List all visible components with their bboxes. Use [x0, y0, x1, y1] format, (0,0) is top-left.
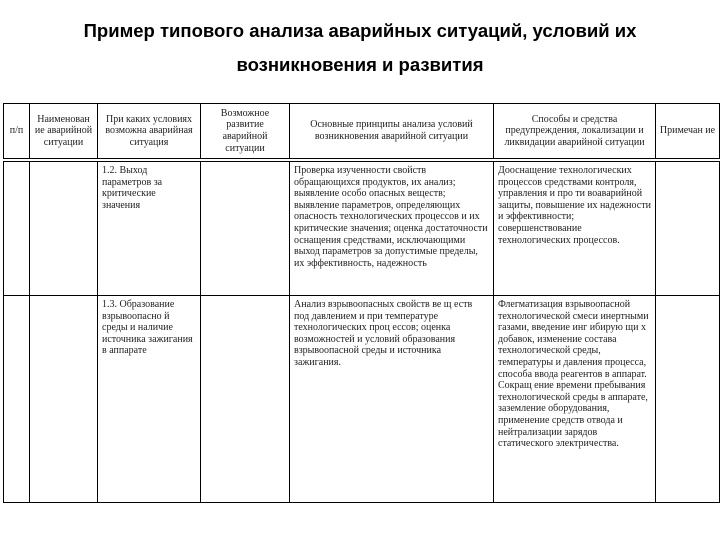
cell-name — [30, 160, 98, 296]
cell-principles: Анализ взрывоопасных свойств ве щ еств под давлением и при температуре технологических проц ессов; оценка возможностей и условий образования взрывоопасной среды и источника зажигания. — [290, 296, 494, 503]
header-conditions: При каких условиях возможна аварийная ситуация — [98, 104, 201, 161]
page-title-line-1: Пример типового анализа аварийных ситуаций, условий их — [83, 20, 637, 41]
header-number: п/п — [4, 104, 30, 161]
header-principles: Основные принципы анализа условий возникновения аварийной ситуации — [290, 104, 494, 161]
header-measures: Способы и средства предупреждения, локализации и ликвидации аварийной ситуации — [494, 104, 656, 161]
table-header-row — [4, 104, 720, 161]
cell-development — [201, 160, 290, 296]
cell-number — [4, 296, 30, 503]
cell-name — [30, 296, 98, 503]
cell-note — [656, 296, 720, 503]
header-name: Наименован ие аварийной ситуации — [30, 104, 98, 161]
cell-measures: Дооснащение технологических процессов средствами контроля, управления и про ти воаварийной защиты, повышение их надежности и эффективности; совершенствование технологических процессов. — [494, 160, 656, 296]
table-row — [4, 296, 720, 503]
analysis-table — [3, 103, 720, 503]
table-row — [4, 160, 720, 296]
cell-number — [4, 160, 30, 296]
header-note: Примечан ие — [656, 104, 720, 161]
cell-principles: Проверка изученности свойств обращающихся продуктов, их анализ; выявление особо опасных веществ; выявление параметров, определяющих опасность технологических процессов и их критические значения; оценка достаточности оснащения средствами, исключающими выход параметров за допустимые пределы, их эффективность, надежность — [290, 160, 494, 296]
header-development: Возможное развитие аварийной ситуации — [201, 104, 290, 161]
cell-conditions: 1.2. Выход параметров за критические значения — [98, 160, 201, 296]
cell-conditions: 1.3. Образование взрывоопасно й среды и наличие источника зажигания в аппарате — [98, 296, 201, 503]
cell-development — [201, 296, 290, 503]
cell-note — [656, 160, 720, 296]
cell-measures: Флегматизация взрывоопасной технологической смеси инертными газами, введение инг ибирую щи х добавок, изменение состава технологической среды, температуры и давления процесса, способа ввода реагентов в аппарат. Сокращ ение времени пребывания технологической среды в аппарате, заземление оборудования, применение средств отвода и нейтрализации зарядов статического электричества. — [494, 296, 656, 503]
page-title-line-2: возникновения и развития — [236, 54, 484, 75]
